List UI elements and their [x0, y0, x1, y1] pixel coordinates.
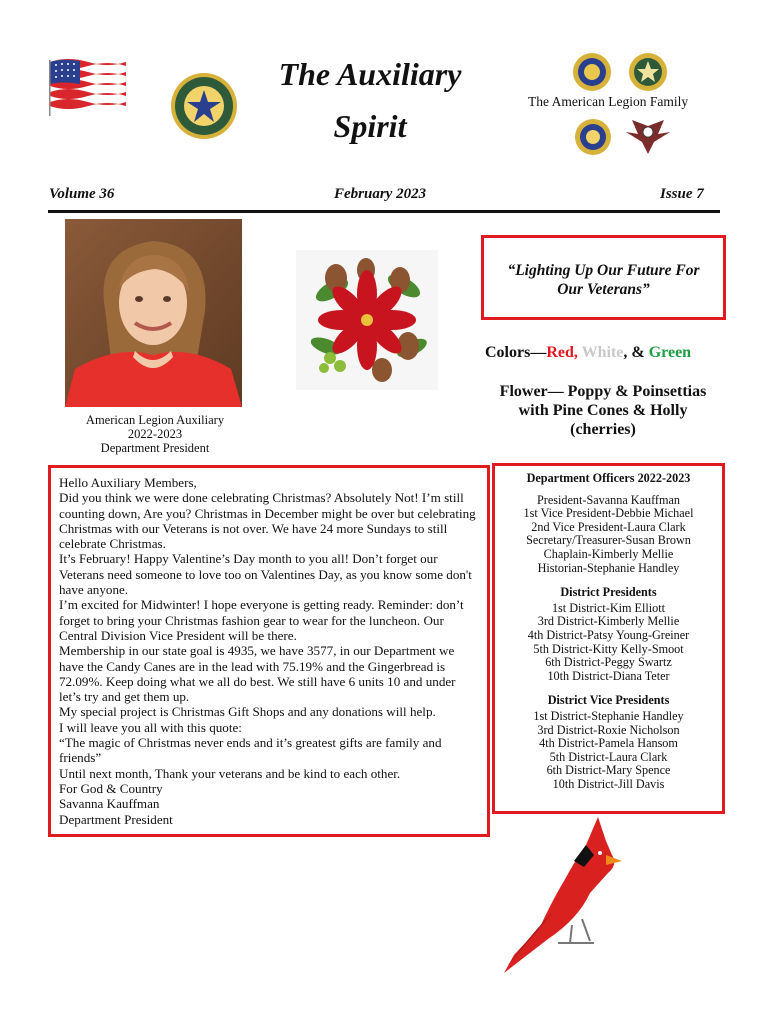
theme-quote-line-2: Our Veterans”: [557, 281, 650, 298]
theme-quote-box: [481, 235, 726, 320]
district-vps-list: [495, 710, 722, 792]
letter-paragraph: Did you think we were done celebrating Christmas? Absolutely Not! I’m still counting down, Are you? Christmas in December might be over but celebrating Christmas with our Veterans is not over. We have 24 more Sundays to still celebrate Christmas.: [59, 490, 476, 552]
caption-line-2: 2022-2023: [127, 427, 183, 441]
district-president-item: 6th District-Peggy Swartz: [545, 655, 672, 670]
flower-line-3: (cherries): [570, 421, 636, 438]
district-vp-item: 5th District-Laura Clark: [549, 749, 668, 764]
color-sep-1: ,: [573, 344, 582, 361]
district-president-item: 5th District-Kitty Kelly-Smoot: [533, 641, 684, 656]
caption-line-3: Department President: [100, 441, 210, 455]
district-president-item: 1st District-Kim Elliott: [551, 600, 666, 615]
letter-paragraph: For God & Country: [59, 780, 163, 796]
officers-list: [495, 494, 722, 576]
district-president-item: 10th District-Diana Teter: [547, 668, 670, 683]
flower-line-2: with Pine Cones & Holly: [518, 402, 688, 419]
header-divider: [48, 210, 720, 213]
district-president-item: 4th District-Patsy Young-Greiner: [527, 627, 690, 642]
caption-line-1: American Legion Auxiliary: [85, 413, 225, 427]
legion-family-text: The American Legion Family: [528, 94, 689, 109]
theme-quote-line-1: “Lighting Up Our Future For: [507, 262, 700, 279]
riders-emblem-icon: [574, 118, 612, 156]
officers-box: [492, 463, 725, 814]
district-vp-item: 4th District-Pamela Hansom: [539, 736, 678, 751]
auxiliary-small-emblem-icon: [628, 52, 668, 92]
district-presidents-list: [495, 602, 722, 684]
letter-paragraph: Department President: [59, 811, 173, 827]
legion-emblem-icon: [572, 52, 612, 92]
district-vp-item: 1st District-Stephanie Handley: [533, 708, 684, 723]
flower-text: [478, 382, 728, 439]
color-white-text: White: [581, 344, 624, 361]
officer-item: 2nd Vice President-Laura Clark: [531, 519, 686, 534]
district-vp-item: 10th District-Jill Davis: [552, 776, 665, 791]
letter-paragraph: Hello Auxiliary Members,: [59, 475, 197, 490]
president-photo: [65, 219, 242, 407]
officer-item: Secretary/Treasurer-Susan Brown: [526, 533, 691, 548]
letter-paragraph: My special project is Christmas Gift Shops and any donations will help.: [59, 704, 436, 720]
letter-paragraph: It’s February! Happy Valentine’s Day month to you all! Don’t forget our Veterans need someone to love too on Valentines Day, as you know some don't have anyone.: [59, 551, 472, 598]
color-red-text: Red: [546, 344, 574, 361]
letter-paragraph: I’m excited for Midwinter! I hope everyone is getting ready. Reminder: don’t forget to bring your Christmas fashion gear to wear for the luncheon. Our Central Division Vice President will be there.: [59, 597, 464, 643]
title-line-1: The Auxiliary: [278, 56, 462, 92]
color-sep-2: , &: [623, 344, 649, 361]
officers-heading: Department Officers 2022-2023: [526, 471, 691, 485]
district-vp-item: 6th District-Mary Spence: [546, 763, 671, 778]
president-caption: [60, 413, 250, 455]
colors-prefix: Colors—: [485, 344, 547, 361]
letter-paragraph: Membership in our state goal is 4935, we have 3577, in our Department we have the Candy Canes are in the lead with 75.19% and the Gingerbread is 72.09%. Keep doing what we all do best. We still have 6 units 10 and under let’s try and get them up.: [59, 643, 456, 705]
district-president-item: 3rd District-Kimberly Mellie: [537, 614, 680, 629]
district-vp-item: 3rd District-Roxie Nicholson: [537, 722, 680, 737]
poinsettia-illustration: [296, 250, 438, 390]
letter-paragraph: Savanna Kauffman: [59, 796, 160, 812]
date-label: February 2023: [334, 186, 427, 202]
letter-paragraph: “The magic of Christmas never ends and it’s greatest gifts are family and friends”: [59, 735, 442, 766]
color-green-text: Green: [648, 344, 692, 361]
flower-line-1: Flower— Poppy & Poinsettias: [499, 383, 707, 400]
american-flag-icon: [48, 56, 128, 116]
president-letter: [48, 465, 490, 837]
colors-line: [485, 344, 691, 362]
volume-label: Volume 36: [49, 186, 115, 202]
title-line-2: Spirit: [333, 108, 407, 144]
officer-item: 1st Vice President-Debbie Michael: [523, 506, 694, 521]
issue-label: Issue 7: [660, 186, 704, 202]
district-vps-heading: District Vice Presidents: [547, 693, 670, 708]
letter-paragraph: I will leave you all with this quote:: [59, 719, 242, 735]
officer-item: Historian-Stephanie Handley: [537, 560, 680, 575]
cardinal-bird-illustration: [494, 815, 630, 977]
sons-of-legion-eagle-icon: [624, 118, 672, 158]
district-presidents-heading: District Presidents: [560, 585, 657, 600]
letter-paragraph: Until next month, Thank your veterans and be kind to each other.: [59, 765, 401, 781]
officer-item: President-Savanna Kauffman: [537, 492, 680, 507]
officer-item: Chaplain-Kimberly Mellie: [543, 546, 674, 561]
